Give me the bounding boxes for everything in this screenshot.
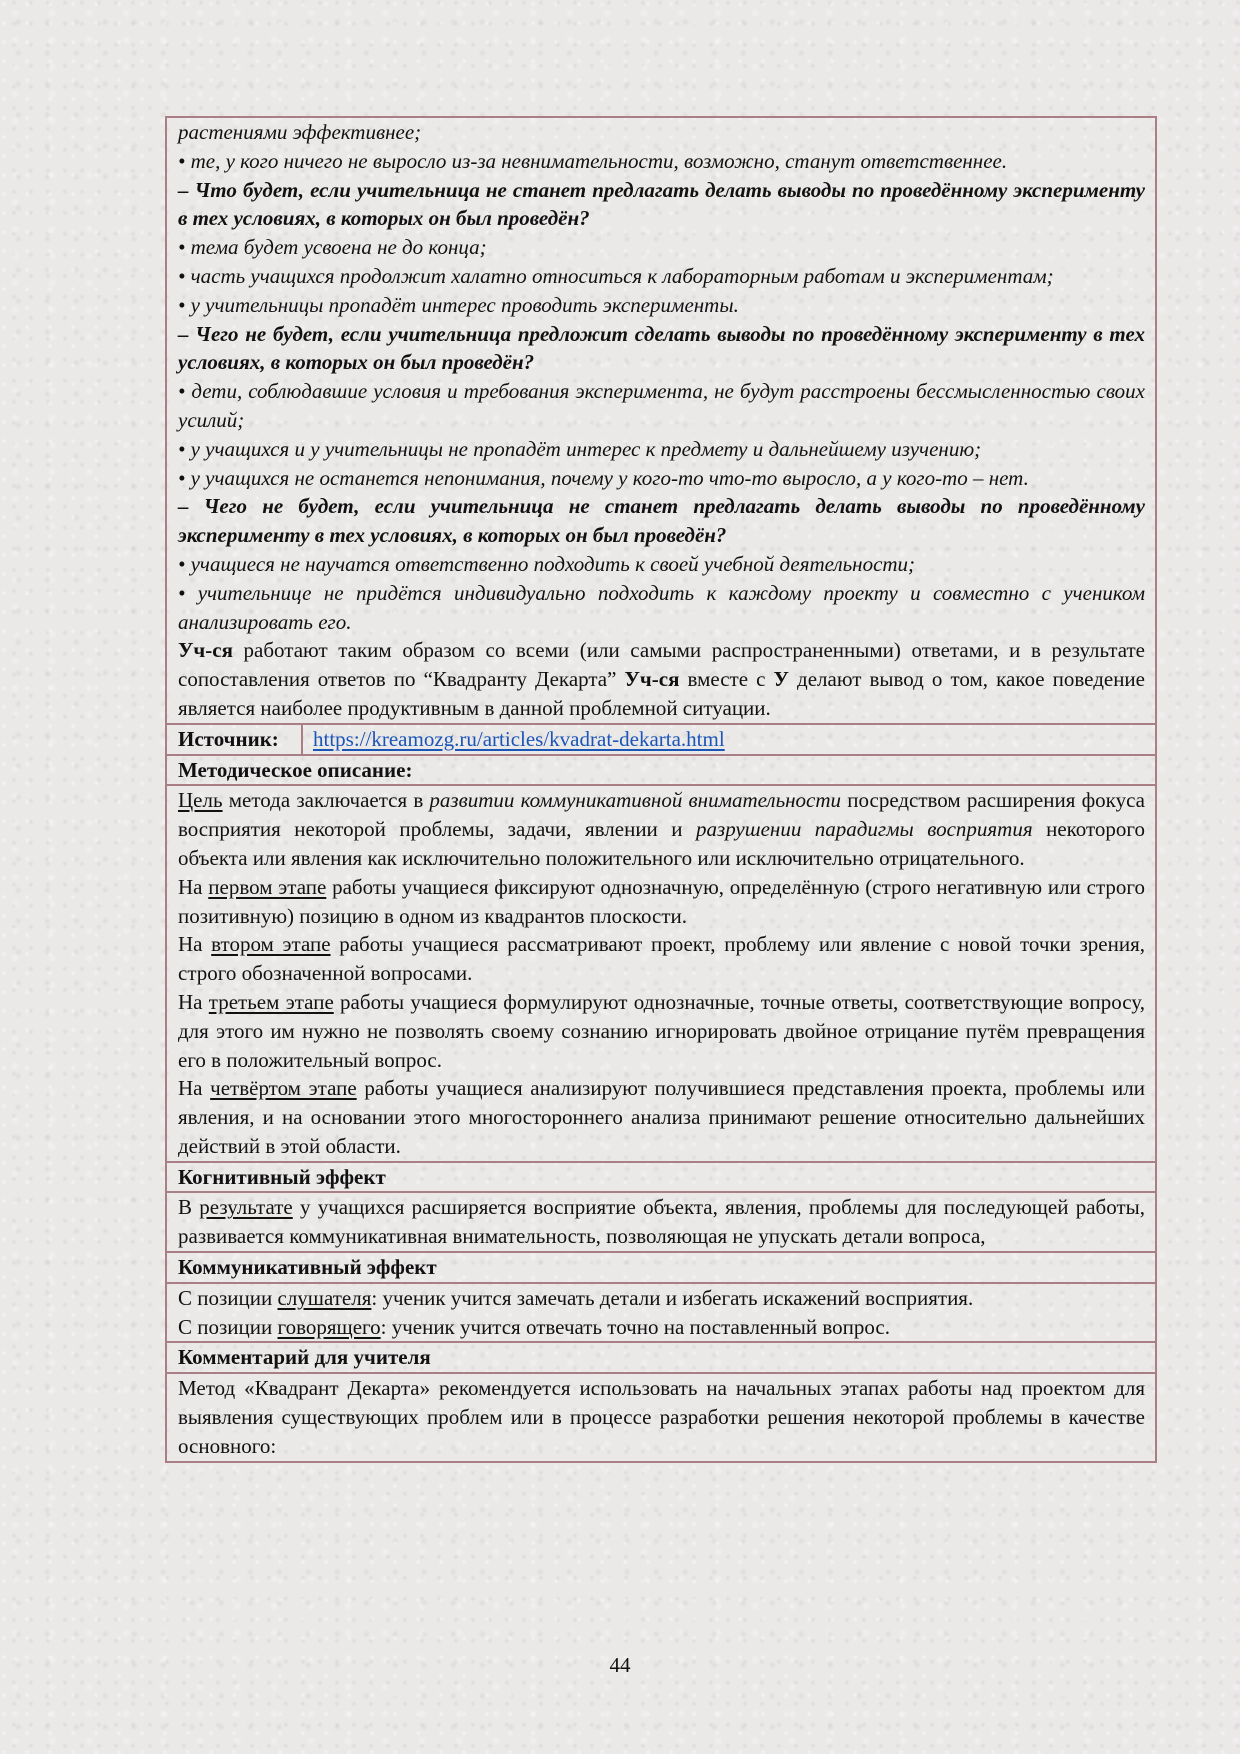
methodical-body-row: [167, 784, 1155, 1160]
summary-text: работают таким образом со всеми (или самыми распространенными) ответами, и в результате сопоставления ответов по “Квадранту Декарта”: [178, 638, 1145, 692]
cognitive-heading-row: [167, 1161, 1155, 1192]
answer-item: • часть учащихся продолжит халатно относиться к лабораторным работам и экспериментам;: [178, 263, 1054, 288]
section-heading: Когнитивный эффект: [178, 1164, 386, 1189]
stage-paragraph: На первом этапе работы учащиеся фиксируют однозначную, определённую (строго негативную или строго позитивную) позицию в одном из квадрантов плоскости.: [178, 874, 1145, 928]
answer-item: • дети, соблюдавшие условия и требования эксперимента, не будут расстроены бессмысленностью своих усилий;: [178, 379, 1145, 432]
answer-item: • у учащихся не останется непонимания, почему у кого-то что-то выросло, а у кого-то – нет.: [178, 465, 1029, 490]
summary-text: делают вывод о том, какое поведение является наиболее продуктивным в данной проблемной ситуации.: [178, 667, 1145, 720]
communicative-body-row: [167, 1282, 1155, 1342]
dialogue-cell: [167, 118, 1155, 723]
cognitive-body-row: [167, 1191, 1155, 1251]
question-heading: – Чего не будет, если учительница не станет предлагать делать выводы по проведённому эксперименту в тех условиях, в которых он был проведён?: [178, 494, 1145, 548]
cognitive-cell: [167, 1193, 1155, 1251]
method-table: [165, 116, 1157, 1463]
answer-item: • у учительницы пропадёт интерес проводить эксперименты.: [178, 292, 739, 317]
goal-paragraph: Цель метода заключается в развитии коммуникативной внимательности посредством расширения фокуса восприятия некоторой проблемы, задачи, явлении и разрушении парадигмы восприятия некоторого объекта или явления как исключительно положительного или исключительно отрицательного.: [178, 788, 1145, 870]
teacher-abbr: У: [773, 667, 789, 692]
stage-paragraph: На третьем этапе работы учащиеся формулируют однозначные, точные ответы, соответствующие вопросу, для этого им нужно не позволять своему сознанию игнорировать двойное отрицание путём превращения его в положительный вопрос.: [178, 989, 1145, 1072]
answer-item: • тема будет усвоена не до конца;: [178, 235, 487, 260]
page-number: 44: [609, 1653, 631, 1677]
answer-item: • учительнице не придётся индивидуально подходить к каждому проекту и совместно с учеником анализировать его.: [178, 580, 1145, 634]
dialogue-row: [167, 118, 1155, 723]
communicative-cell: [167, 1284, 1155, 1342]
speaker-line: С позиции говорящего: ученик учится отвечать точно на поставленный вопрос.: [178, 1314, 890, 1339]
section-heading: Коммуникативный эффект: [178, 1255, 437, 1280]
listener-line: С позиции слушателя: ученик учится замечать детали и избегать искажений восприятия.: [178, 1285, 974, 1310]
section-heading: Комментарий для учителя: [178, 1345, 431, 1370]
summary-text: вместе с: [679, 667, 774, 692]
teacher-comment-cell: [167, 1374, 1155, 1460]
teacher-comment-body-row: [167, 1372, 1155, 1460]
source-label: Источник:: [167, 725, 303, 754]
source-row: [167, 723, 1155, 754]
section-heading: Методическое описание:: [178, 757, 413, 782]
teacher-comment-heading-row: [167, 1341, 1155, 1372]
students-abbr: Уч-ся: [624, 667, 680, 692]
question-heading: – Чего не будет, если учительница предложит сделать выводы по проведённому эксперименту в тех условиях, в которых он был проведён?: [178, 321, 1145, 375]
cognitive-paragraph: В результате у учащихся расширяется восприятие объекта, явления, проблемы для последующей работы, развивается коммуникативная внимательность, позволяющая не упускать детали вопроса,: [178, 1195, 1145, 1249]
answer-item: • те, у кого ничего не выросло из-за невнимательности, возможно, станут ответственнее.: [178, 148, 1008, 173]
methodical-cell: [167, 786, 1155, 1160]
answer-item: • учащиеся не научатся ответственно подходить к своей учебной деятельности;: [178, 551, 916, 576]
stage-paragraph: На втором этапе работы учащиеся рассматривают проект, проблему или явление с новой точки зрения, строго обозначенной вопросами.: [178, 932, 1145, 986]
communicative-heading-row: [167, 1251, 1155, 1282]
question-heading: – Что будет, если учительница не станет предлагать делать выводы по проведённому эксперименту в тех условиях, в которых он был проведён?: [178, 177, 1145, 231]
answer-item: • у учащихся и у учительницы не пропадёт интерес к предмету и дальнейшему изучению;: [178, 436, 982, 461]
summary-paragraph: [178, 636, 1145, 722]
methodical-heading-row: [167, 754, 1155, 785]
teacher-comment-text: Метод «Квадрант Декарта» рекомендуется использовать на начальных этапах работы над проектом для выявления существующих проблем или в процессе разработки решения некоторой проблемы в качестве основного:: [178, 1376, 1145, 1458]
students-abbr: Уч-ся: [178, 638, 233, 663]
answer-item: растениями эффективнее;: [178, 120, 422, 144]
stage-paragraph: На четвёртом этапе работы учащиеся анализируют получившиеся представления проекта, проблемы или явления, и на основании этого многостороннего анализа принимают решение относительно дальнейших действий в этой области.: [178, 1076, 1145, 1158]
source-link[interactable]: https://kreamozg.ru/articles/kvadrat-dekarta.html: [313, 726, 725, 751]
